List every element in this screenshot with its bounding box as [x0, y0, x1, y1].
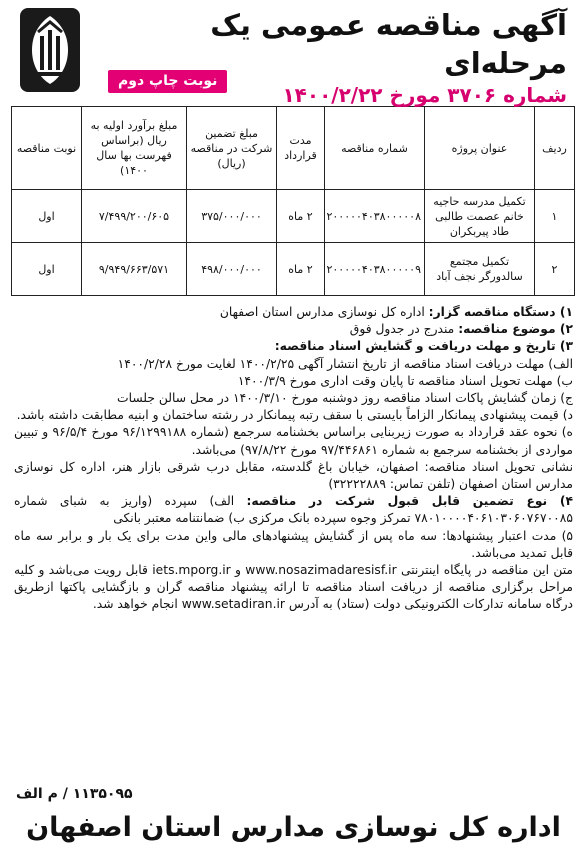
item-subject-text: مندرج در جدول فوق	[349, 322, 459, 337]
col-guarantee: مبلغ تضمین شرکت در مناقصه (ریال)	[187, 107, 277, 190]
item-guarantee-text: الف) سپرده (واریز به شبای شماره ۷۸۰۱۰۰۰۰۴۰۶۱۰۳۰۶۰۷۶۷۰۰۸۵ تمرکز وجوه سپرده بانک مرکزی ب) ضمانتنامه معتبر بانکی	[14, 494, 573, 526]
table-row	[12, 190, 575, 243]
tender-table	[11, 106, 575, 296]
cell-row-no: ۲	[535, 243, 575, 296]
ministry-logo	[18, 6, 82, 94]
item-subject-label: ۲) موضوع مناقصه:	[458, 322, 573, 337]
notice-title: آگهی مناقصه عمومی یک مرحله‌ای	[210, 8, 567, 80]
notice-body	[12, 304, 575, 614]
table-header-row	[12, 107, 575, 190]
item-organizer	[14, 304, 573, 321]
table-row	[12, 243, 575, 296]
item-dates-b: ب) مهلت تحویل اسناد مناقصه تا پایان وقت اداری مورخ ۱۴۰۰/۳/۹	[237, 373, 573, 388]
item-dates-d: د) قیمت پیشنهادی پیمانکار الزاماً بایستی با سقف رتبه پیمانکار در رشته ساختمان و ابنیه مطابقت داشته باشد.	[16, 408, 573, 423]
item-organizer-text: اداره کل نوسازی مدارس استان اصفهان	[219, 305, 429, 319]
cell-duration: ۲ ماه	[277, 243, 325, 296]
item-dates-c: ج) زمان گشایش پاکات اسناد مناقصه روز دوشنبه مورخ ۱۴۰۰/۳/۱۰ در محل سالن جلسات	[117, 391, 573, 406]
col-round: نوبت مناقصه	[12, 107, 82, 190]
cell-project: تکمیل مجتمع سالدورگر نجف آباد	[425, 243, 535, 296]
notice-subtitle: شماره ۳۷۰۶ مورخ ۱۴۰۰/۲/۲۲	[282, 83, 567, 107]
item-dates-heading: ۳) تاریخ و مهلت دریافت و گشایش اسناد مناقصه:	[274, 339, 573, 354]
cell-duration: ۲ ماه	[277, 190, 325, 243]
cell-round: اول	[12, 243, 82, 296]
cell-estimate: ۷/۴۹۹/۲۰۰/۶۰۵	[82, 190, 187, 243]
cell-project: تکمیل مدرسه حاجیه خانم عصمت طالبی طاد پیربکران	[425, 190, 535, 243]
item-dates-a: الف) مهلت دریافت اسناد مناقصه از تاریخ انتشار آگهی ۱۴۰۰/۲/۲۵ لغایت مورخ ۱۴۰۰/۲/۲۸	[117, 356, 573, 371]
notice-header	[12, 6, 575, 107]
col-estimate: مبلغ برآورد اولیه به ریال (براساس فهرست بها سال ۱۴۰۰)	[82, 107, 187, 190]
col-tender-no: شماره مناقصه	[325, 107, 425, 190]
item-validity: ۵) مدت اعتبار پیشنهادها: سه ماه پس از گشایش پیشنهادهای مالی واین مدت برای یک بار و برابر سه ماه قابل تمدید می‌باشد.	[14, 528, 573, 560]
item-dates-e: ه) نحوه عقد قرارداد به صورت زیربنایی براساس بخشنامه سرجمع (شماره ۹۶/۱۲۹۹۱۸۸ مورخ ۹۶/۵/۴ و تبیین مواردی از بخشنامه سرجمع به شماره ۹۷/۴۴۶۸۶۱ مورخ ۹۷/۸/۲۲) می‌باشد.	[14, 425, 574, 457]
cell-tender-no: ۲۰۰۰۰۰۴۰۳۸۰۰۰۰۰۸	[325, 190, 425, 243]
cell-estimate: ۹/۹۴۹/۶۶۳/۵۷۱	[82, 243, 187, 296]
organization-signature: اداره کل نوسازی مدارس استان اصفهان	[26, 812, 561, 843]
col-project: عنوان پروژه	[425, 107, 535, 190]
cell-tender-no: ۲۰۰۰۰۰۴۰۳۸۰۰۰۰۰۹	[325, 243, 425, 296]
delivery-address: نشانی تحویل اسناد مناقصه: اصفهان، خیابان باغ گلدسته، مقابل درب شرقی بازار هنر، اداره کل نوسازی مدارس استان اصفهان (تلفن تماس: ۳۲۲۲۲۸۸۹)	[14, 459, 573, 492]
item-organizer-label: ۱) دستگاه مناقصه گزار:	[428, 305, 573, 319]
item-subject	[14, 321, 573, 338]
cell-row-no: ۱	[535, 190, 575, 243]
col-row-no: ردیف	[535, 107, 575, 190]
website-note: متن این مناقصه در پایگاه اینترنتی www.nosazimadaresisf.ir و iets.mporg.ir قابل رویت می‌باشد و کلیه مراحل برگزاری مناقصه از دریافت اسناد مناقصه تا ارائه پیشنهاد مناقصه گران و بازگشایی پاکتها ازطریق درگاه سامانه تدارکات الکترونیکی دولت (ستاد) به آدرس www.setadiran.ir انجام خواهد شد.	[14, 563, 573, 612]
print-round-badge: نوبت چاپ دوم	[108, 70, 227, 93]
cell-guarantee: ۳۷۵/۰۰۰/۰۰۰	[187, 190, 277, 243]
item-guarantee-label: ۴) نوع تضمین قابل قبول شرکت در مناقصه:	[246, 494, 573, 509]
reference-code: ۱۱۳۵۰۹۵ / م الف	[16, 786, 133, 802]
col-duration: مدت قرارداد	[277, 107, 325, 190]
item-guarantee	[14, 493, 573, 527]
cell-round: اول	[12, 190, 82, 243]
cell-guarantee: ۴۹۸/۰۰۰/۰۰۰	[187, 243, 277, 296]
